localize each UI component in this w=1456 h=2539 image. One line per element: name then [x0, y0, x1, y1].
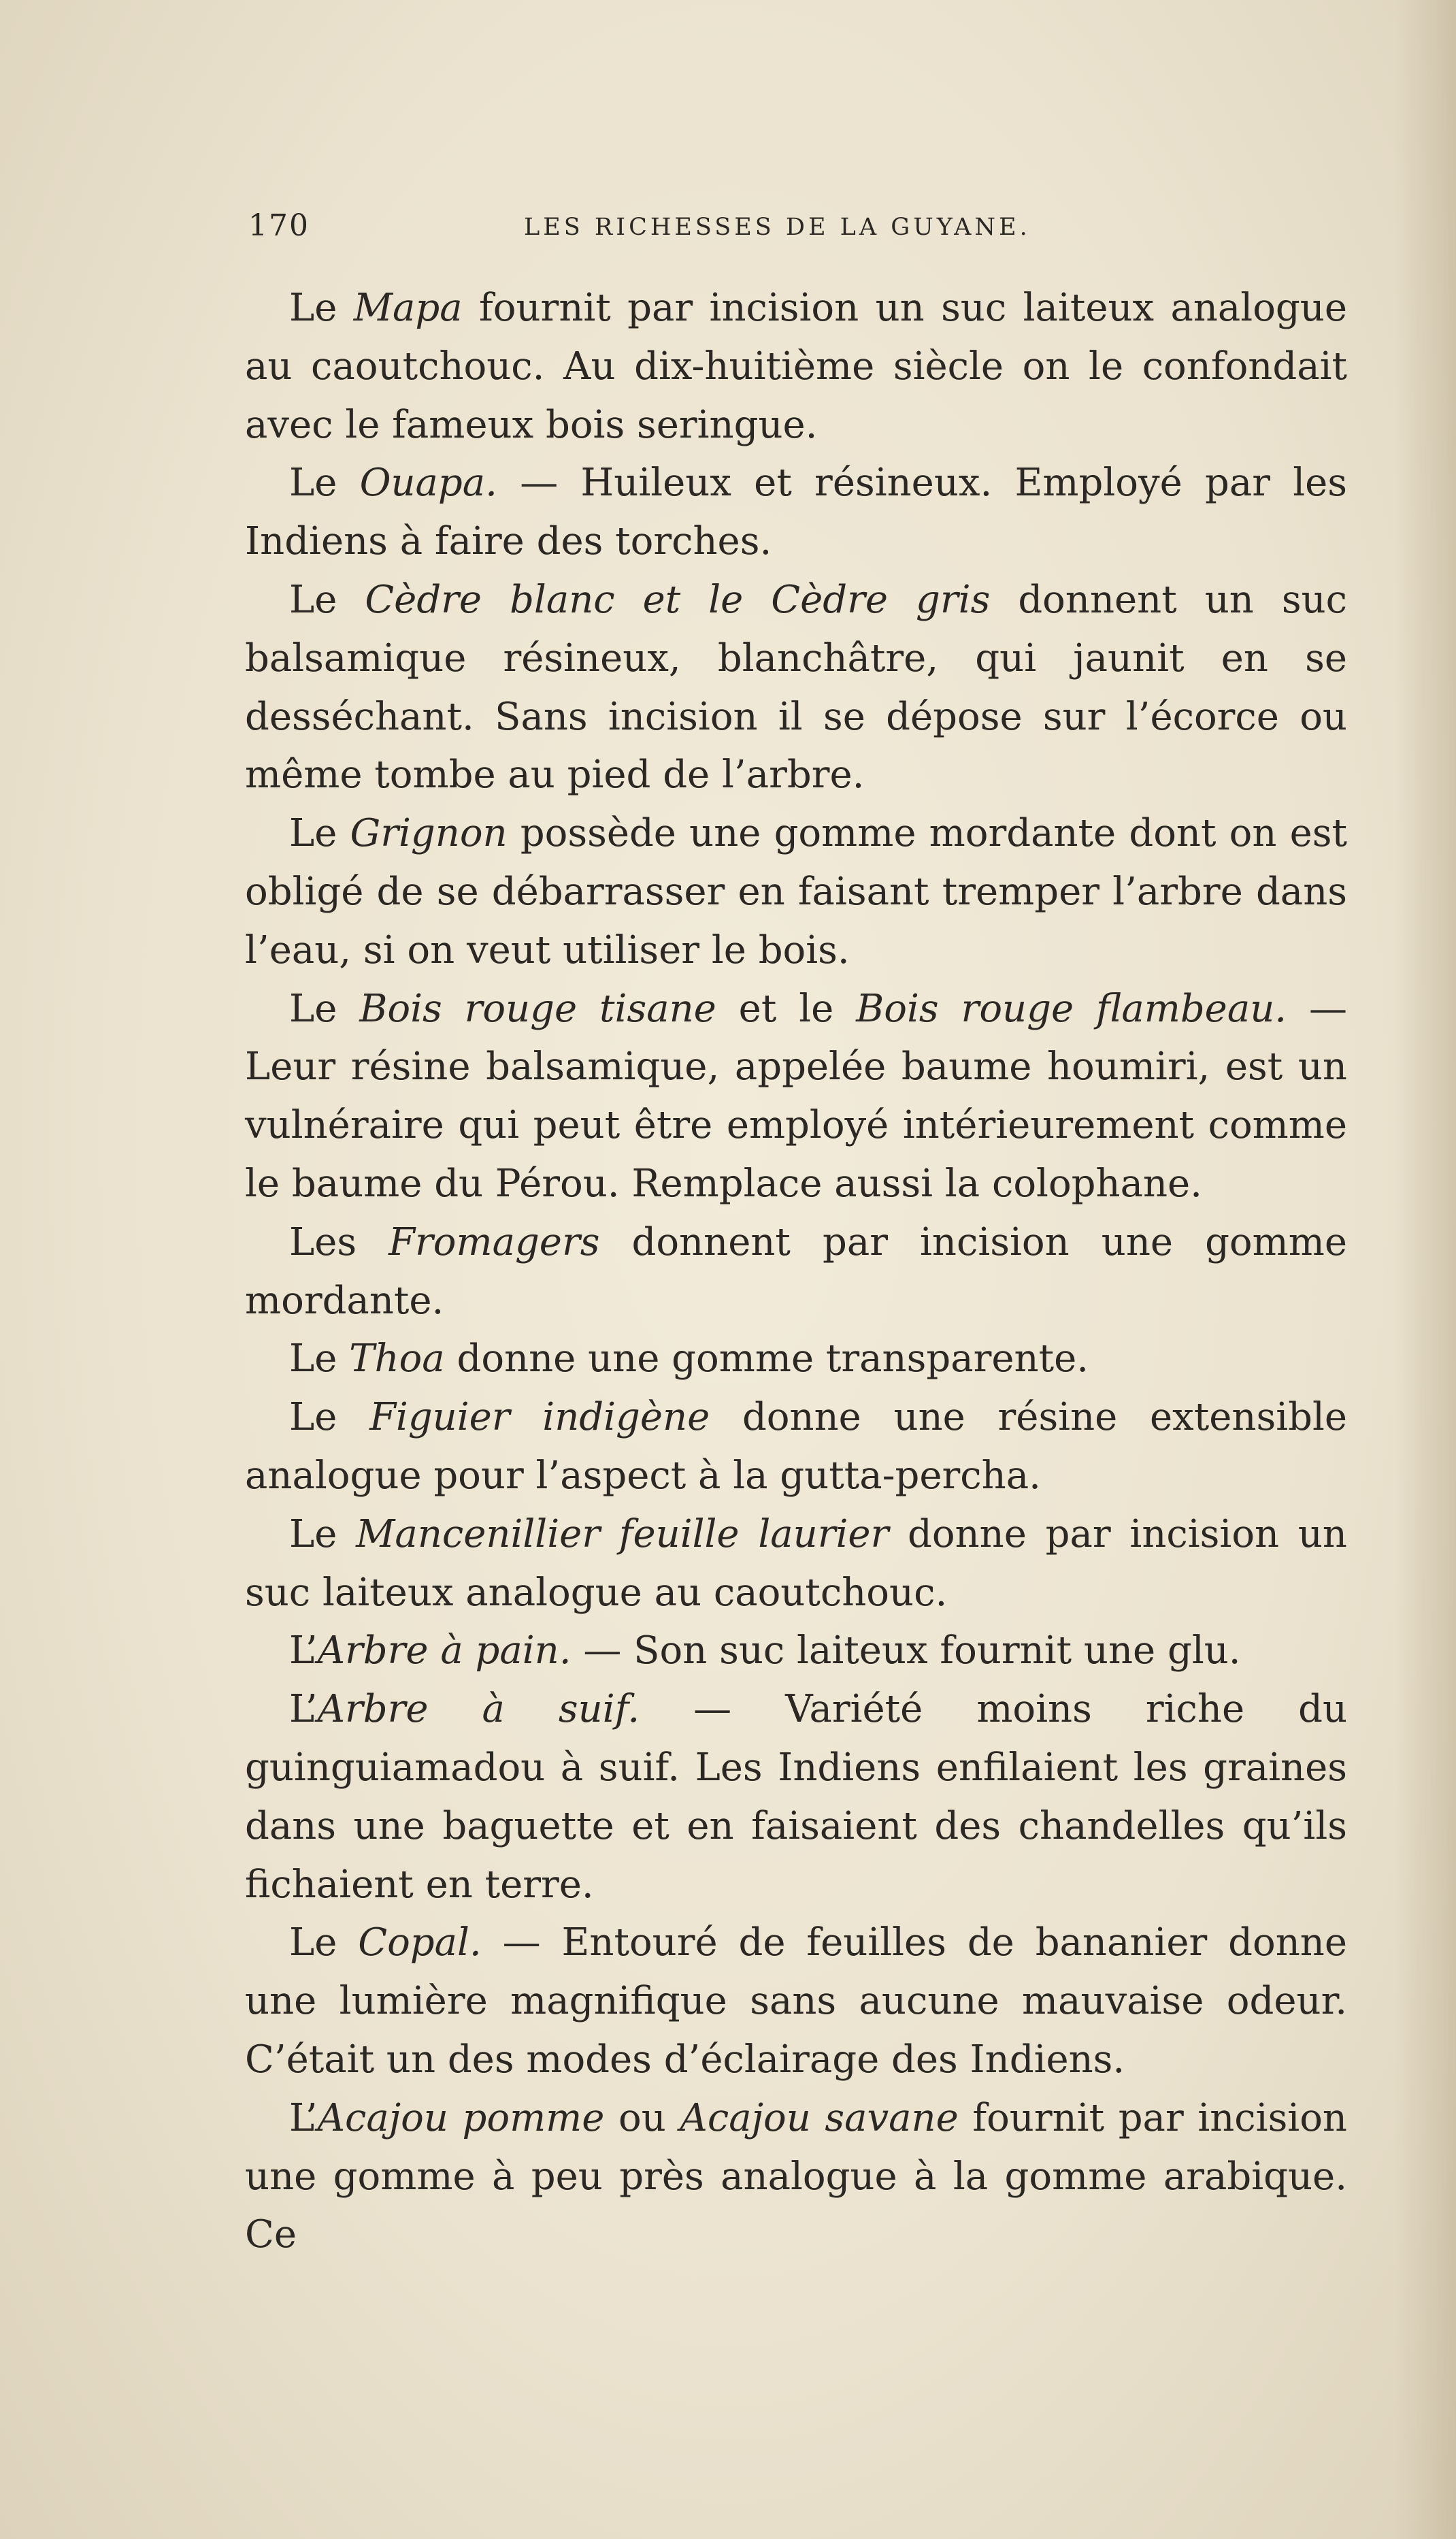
- paragraph-ouapa: [245, 454, 1347, 571]
- paragraph-lead: Le: [289, 1337, 350, 1381]
- paragraph-lead: L’: [289, 1628, 318, 1673]
- paragraph-connector: et le: [716, 986, 857, 1031]
- paragraph-mapa: [245, 279, 1347, 454]
- species-name: Figuier indigène: [369, 1395, 710, 1440]
- paragraph-figuier: [245, 1388, 1347, 1505]
- paragraph-lead: L’: [289, 2095, 318, 2140]
- paragraph-lead: Le: [289, 986, 360, 1031]
- paragraph-lead: Le: [289, 1511, 357, 1556]
- species-name: Copal.: [358, 1920, 482, 1965]
- running-head: [248, 208, 1330, 256]
- paragraph-mancenillier: [245, 1505, 1347, 1622]
- paragraph-lead: Le: [289, 1395, 370, 1440]
- paragraph-text: — Entouré de feuilles de bananier donne une lumière magnifique sans aucune mauvaise odeur. C’était un des modes d’éclairage des Indiens.: [245, 1920, 1347, 2082]
- paragraph-acajou: [245, 2089, 1347, 2264]
- species-name: Bois rouge tisane: [359, 986, 716, 1031]
- species-name: Ouapa.: [359, 461, 497, 506]
- running-head-title: LES RICHESSES DE LA GUYANE.: [524, 214, 1031, 241]
- paragraph-lead: Le: [289, 577, 365, 622]
- species-name: Grignon: [350, 811, 508, 856]
- body-text: [245, 279, 1347, 2264]
- paragraph-lead: Les: [289, 1219, 389, 1264]
- paragraph-text: donnent par incision une gomme mordante.: [245, 1219, 1347, 1323]
- paragraph-text: — Leur résine balsamique, appelée baume houmiri, est un vulnéraire qui peut être employé intérieurement comme le baume du Pérou. Remplace aussi la colophane.: [245, 986, 1347, 1206]
- paragraph-text: possède une gomme mordante dont on est obligé de se débarrasser en faisant tremper l’arbre dans l’eau, si on veut utiliser le bois.: [245, 811, 1347, 972]
- paragraph-copal: [245, 1914, 1347, 2088]
- paragraph-text: — Son suc laiteux fournit une glu.: [571, 1628, 1241, 1673]
- species-name: Mancenillier feuille laurier: [356, 1511, 889, 1556]
- paragraph-arbre-a-suif: [245, 1680, 1347, 1914]
- paragraph-grignon: [245, 804, 1347, 979]
- species-name: Thoa: [349, 1337, 445, 1381]
- paragraph-text: donne une résine extensible analogue pour l’aspect à la gutta-percha.: [245, 1395, 1348, 1498]
- species-name: Acajou pomme: [317, 2095, 605, 2140]
- species-name: Fromagers: [388, 1219, 600, 1264]
- species-name: Cèdre blanc et le Cèdre gris: [365, 577, 991, 622]
- paragraph-connector: ou: [604, 2095, 680, 2140]
- paragraph-text: donne par incision un suc laiteux analogue au caoutchouc.: [245, 1511, 1347, 1615]
- paragraph-lead: Le: [289, 286, 354, 330]
- paragraph-lead: Le: [289, 461, 360, 506]
- paragraph-fromagers: [245, 1213, 1347, 1330]
- paragraph-lead: Le: [289, 811, 350, 856]
- page-number: 170: [248, 208, 310, 243]
- paragraph-cedre: [245, 571, 1347, 804]
- species-name-secondary: Acajou savane: [680, 2095, 959, 2140]
- paragraph-text: donnent un suc balsamique résineux, blanchâtre, qui jaunit en se desséchant. Sans incision il se dépose sur l’écorce ou même tombe au pied de l’arbre.: [245, 577, 1348, 798]
- species-name: Mapa: [353, 286, 463, 330]
- paragraph-text: fournit par incision un suc laiteux analogue au caoutchouc. Au dix-huitième siècle on le confondait avec le fameux bois seringue.: [245, 286, 1347, 447]
- paragraph-lead: Le: [289, 1920, 359, 1965]
- paragraph-thoa: [245, 1330, 1347, 1388]
- paragraph-text: donne une gomme transparente.: [444, 1337, 1089, 1381]
- paragraph-arbre-a-pain: [245, 1622, 1347, 1680]
- species-name: Arbre à suif.: [317, 1687, 640, 1732]
- paragraph-bois-rouge: [245, 980, 1347, 1213]
- species-name-secondary: Bois rouge flambeau.: [856, 986, 1287, 1031]
- species-name: Arbre à pain.: [317, 1628, 572, 1673]
- paragraph-text: fournit par incision une gomme à peu près analogue à la gomme arabique. Ce: [245, 2095, 1348, 2257]
- paragraph-text: — Variété moins riche du guinguiamadou à suif. Les Indiens enfilaient les graines dans une baguette et en faisaient des chandelles qu’ils fichaient en terre.: [245, 1687, 1348, 1907]
- paragraph-text: — Huileux et résineux. Employé par les Indiens à faire des torches.: [245, 461, 1347, 564]
- paragraph-lead: L’: [289, 1687, 318, 1732]
